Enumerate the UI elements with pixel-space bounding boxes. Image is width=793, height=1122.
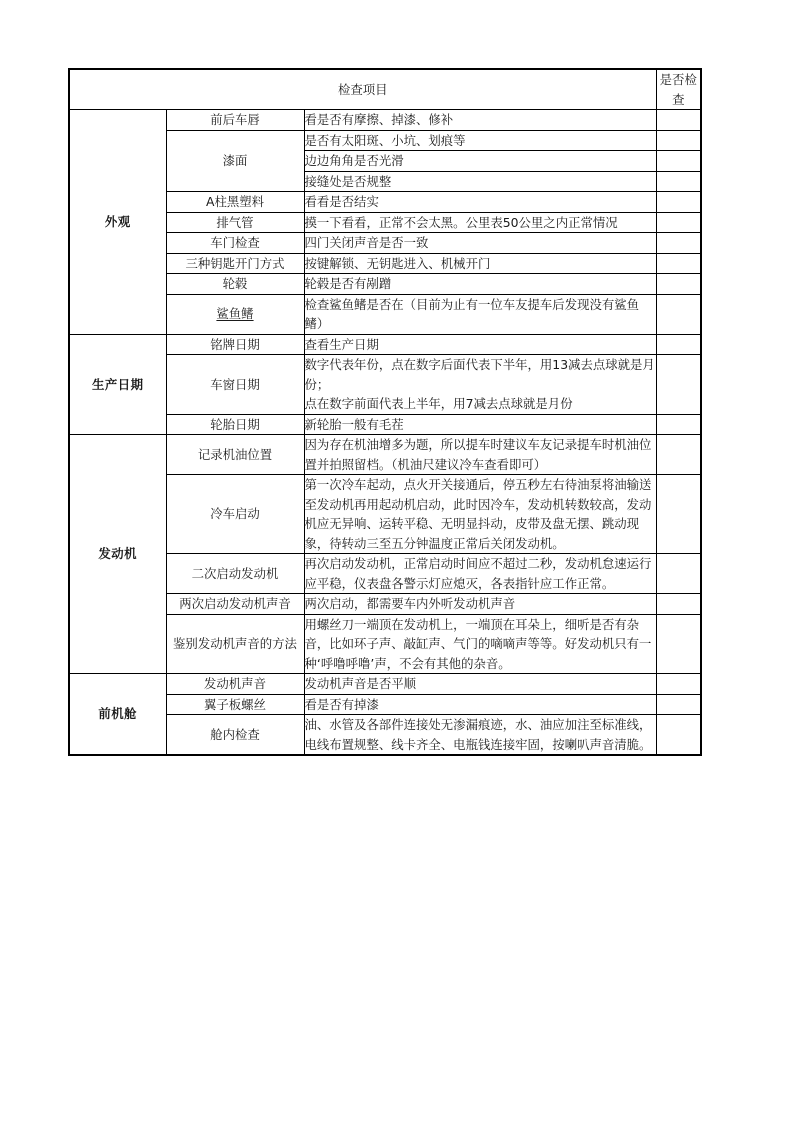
item-name-cell: 轮毂 bbox=[166, 274, 304, 295]
item-description-cell bbox=[304, 414, 656, 435]
group-cell: 发动机 bbox=[69, 435, 166, 674]
checklist-sheet bbox=[68, 68, 700, 756]
item-description-cell bbox=[304, 554, 656, 594]
checked-checkbox-cell[interactable] bbox=[656, 594, 701, 615]
description-line: 发动机声音是否平顺 bbox=[304, 676, 417, 691]
description-line: 新轮胎一般有毛茬 bbox=[304, 416, 404, 432]
item-description-cell bbox=[304, 715, 656, 756]
item-description-cell bbox=[304, 130, 656, 151]
item-description-cell bbox=[304, 253, 656, 274]
item-name-cell: 前后车唇 bbox=[166, 110, 304, 131]
checked-checkbox-cell[interactable] bbox=[656, 475, 701, 554]
checked-checkbox-cell[interactable] bbox=[656, 674, 701, 695]
description-line: 用螺丝刀一端顶在发动机上，一端顶在耳朵上，细听是否有杂音，比如环子声、敲缸声、气门的嘀嘀声等等。好发动机只有一种‘呼噜呼噜’声，不会有其他的杂音。 bbox=[304, 616, 652, 671]
item-name-cell: 记录机油位置 bbox=[166, 435, 304, 475]
description-line: 看是否有掉漆 bbox=[304, 696, 379, 712]
description-line: 看是否有摩擦、掉漆、修补 bbox=[304, 112, 454, 127]
checklist-body bbox=[69, 69, 701, 755]
checked-checkbox-cell[interactable] bbox=[656, 355, 701, 415]
checked-checkbox-cell[interactable] bbox=[656, 192, 701, 213]
description-line: 是否有太阳斑、小坑、划痕等 bbox=[304, 132, 466, 148]
checked-checkbox-cell[interactable] bbox=[656, 435, 701, 475]
description-line: 查看生产日期 bbox=[304, 336, 379, 352]
checked-checkbox-cell[interactable] bbox=[656, 694, 701, 715]
item-name-cell: 三种钥匙开门方式 bbox=[166, 253, 304, 274]
header-inspection-items: 检查项目 bbox=[69, 69, 656, 110]
item-description-cell bbox=[304, 233, 656, 254]
description-line: 摸一下看看，正常不会太黑。公里表50公里之内正常情况 bbox=[304, 214, 618, 230]
description-line: 数字代表年份，点在数字后面代表下半年，用13减去点球就是月份； bbox=[304, 357, 655, 392]
item-description-cell bbox=[304, 674, 656, 695]
item-description-cell bbox=[304, 475, 656, 554]
item-name-cell: 铭牌日期 bbox=[166, 334, 304, 355]
item-description-cell bbox=[304, 594, 656, 615]
inspection-checklist-table bbox=[68, 68, 702, 756]
group-cell: 外观 bbox=[69, 110, 166, 335]
checked-checkbox-cell[interactable] bbox=[656, 294, 701, 334]
checked-checkbox-cell[interactable] bbox=[656, 253, 701, 274]
table-row bbox=[69, 435, 701, 475]
checked-checkbox-cell[interactable] bbox=[656, 715, 701, 756]
description-line: 第一次冷车起动，点火开关接通后，停五秒左右待油泵将油输送至发动机再用起动机启动，此时因冷车，发动机转数较高，发动机应无异响、运转平稳、无明显抖动，皮带及盘无摆、跳动现象，待转动三至五分钟温度正常后关闭发动机。 bbox=[304, 477, 652, 551]
description-line: 轮毂是否有剐蹭 bbox=[304, 276, 392, 291]
item-description-cell bbox=[304, 171, 656, 192]
checked-checkbox-cell[interactable] bbox=[656, 212, 701, 233]
item-name-cell: 漆面 bbox=[166, 130, 304, 192]
checked-checkbox-cell[interactable] bbox=[656, 614, 701, 674]
checked-checkbox-cell[interactable] bbox=[656, 233, 701, 254]
description-line: 看看是否结实 bbox=[304, 194, 379, 209]
description-line: 油、水管及各部件连接处无渗漏痕迹，水、油应加注至标准线，电线布置规整、线卡齐全、电瓶钱连接牢固，按喇叭声音清脆。 bbox=[304, 717, 652, 752]
checked-checkbox-cell[interactable] bbox=[656, 414, 701, 435]
item-name-cell: 舱内检查 bbox=[166, 715, 304, 756]
item-name-cell: 排气管 bbox=[166, 212, 304, 233]
item-name-cell: 翼子板螺丝 bbox=[166, 694, 304, 715]
item-description-cell bbox=[304, 355, 656, 415]
description-line: 检查鲨鱼鳍是否在（目前为止有一位车友提车后发现没有鲨鱼鳍） bbox=[304, 296, 640, 331]
table-row bbox=[69, 334, 701, 355]
description-line: 因为存在机油增多为题，所以提车时建议车友记录提车时机油位置并拍照留档。（机油尺建议冷车查看即可） bbox=[304, 437, 652, 472]
header-checked-column: 是否检查 bbox=[656, 69, 701, 110]
item-description-cell bbox=[304, 212, 656, 233]
item-name-cell: 轮胎日期 bbox=[166, 414, 304, 435]
checked-checkbox-cell[interactable] bbox=[656, 130, 701, 151]
item-description-cell bbox=[304, 110, 656, 131]
description-line: 点在数字前面代表上半年，用7减去点球就是月份 bbox=[304, 396, 573, 411]
table-header-row bbox=[69, 69, 701, 110]
table-row bbox=[69, 110, 701, 131]
table-row bbox=[69, 674, 701, 695]
item-description-cell bbox=[304, 294, 656, 334]
description-line: 再次启动发动机，正常启动时间应不超过二秒，发动机怠速运行应平稳，仪表盘各警示灯应熄灭，各表指针应工作正常。 bbox=[304, 556, 652, 591]
checked-checkbox-cell[interactable] bbox=[656, 334, 701, 355]
item-name-cell: 冷车启动 bbox=[166, 475, 304, 554]
item-description-cell bbox=[304, 151, 656, 172]
description-line: 四门关闭声音是否一致 bbox=[304, 235, 429, 250]
description-line: 接缝处是否规整 bbox=[304, 173, 392, 189]
item-name-cell: 二次启动发动机 bbox=[166, 554, 304, 594]
item-description-cell bbox=[304, 614, 656, 674]
item-name-cell: 发动机声音 bbox=[166, 674, 304, 695]
item-name-cell: 鉴别发动机声音的方法 bbox=[166, 614, 304, 674]
group-cell: 前机舱 bbox=[69, 674, 166, 756]
item-description-cell bbox=[304, 334, 656, 355]
item-description-cell bbox=[304, 274, 656, 295]
description-line: 两次启动，都需要车内外听发动机声音 bbox=[304, 596, 516, 611]
item-name-cell: A柱黑塑料 bbox=[166, 192, 304, 213]
checked-checkbox-cell[interactable] bbox=[656, 274, 701, 295]
item-description-cell bbox=[304, 435, 656, 475]
item-description-cell bbox=[304, 694, 656, 715]
description-line: 按键解锁、无钥匙进入、机械开门 bbox=[304, 255, 491, 271]
checked-checkbox-cell[interactable] bbox=[656, 151, 701, 172]
group-cell: 生产日期 bbox=[69, 334, 166, 435]
item-name-cell: 两次启动发动机声音 bbox=[166, 594, 304, 615]
item-name-cell: 鲨鱼鳍 bbox=[166, 294, 304, 334]
item-name-cell: 车门检查 bbox=[166, 233, 304, 254]
checked-checkbox-cell[interactable] bbox=[656, 110, 701, 131]
description-line: 边边角角是否光滑 bbox=[304, 153, 404, 168]
checked-checkbox-cell[interactable] bbox=[656, 554, 701, 594]
item-description-cell bbox=[304, 192, 656, 213]
checked-checkbox-cell[interactable] bbox=[656, 171, 701, 192]
item-name-cell: 车窗日期 bbox=[166, 355, 304, 415]
